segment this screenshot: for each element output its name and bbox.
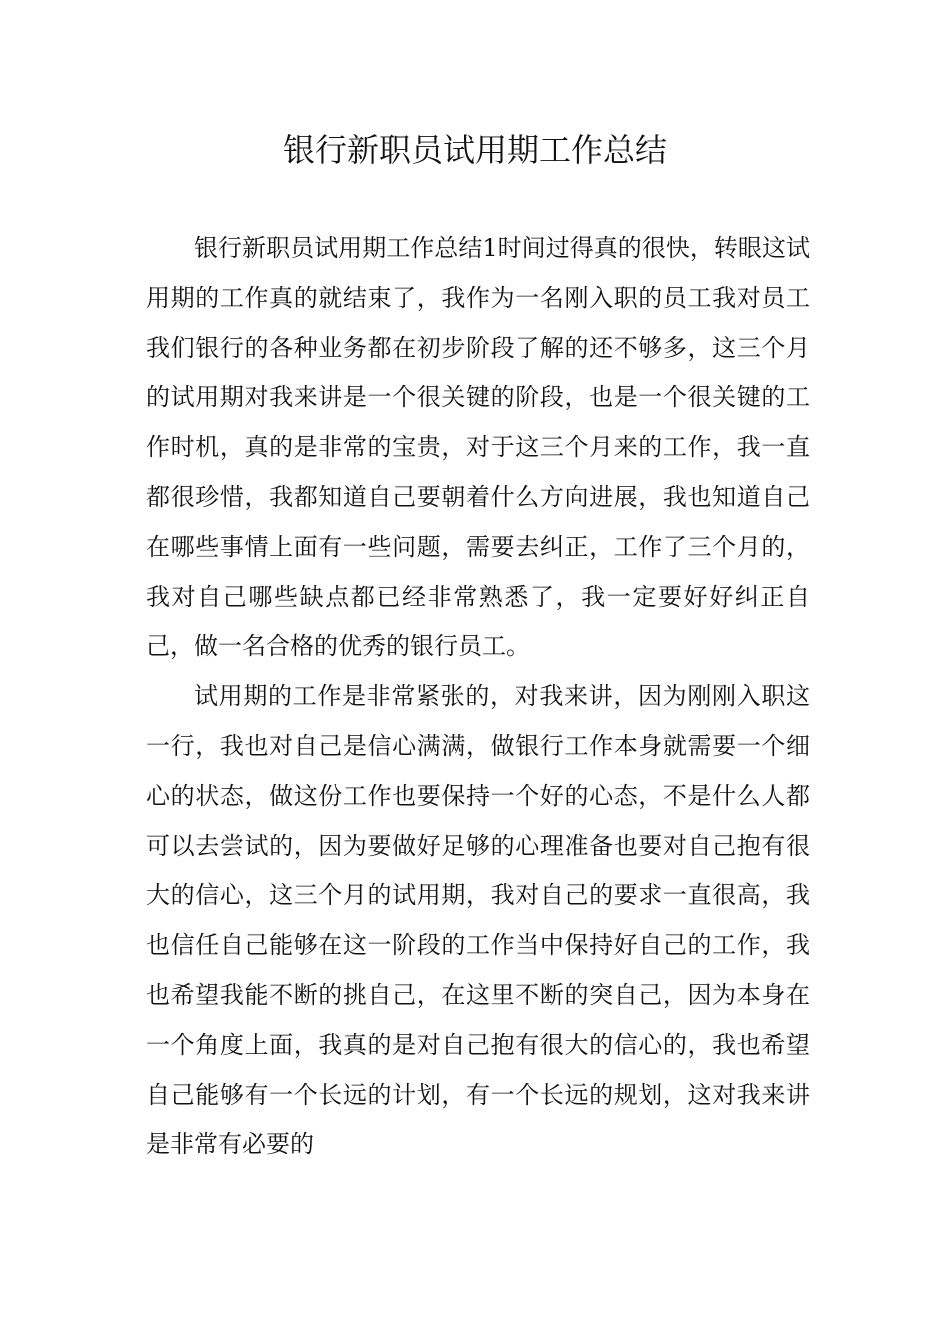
paragraph-1: 银行新职员试用期工作总结1时间过得真的很快，转眼这试用期的工作真的就结束了，我作为一名刚入职的员工我对员工我们银行的各种业务都在初步阶段了解的还不够多，这三个月的试用期对我来讲是一个很关键的阶段，也是一个很关键的工作时机，真的是非常的宝贵，对于这三个月来的工作，我一直都很珍惜，我都知道自己要朝着什么方向进展，我也知道自己在哪些事情上面有一些问题，需要去纠正，工作了三个月的，我对自己哪些缺点都已经非常熟悉了，我一定要好好纠正自己，做一名合格的优秀的银行员工。: [146, 234, 810, 661]
paragraph-2: 试用期的工作是非常紧张的，对我来讲，因为刚刚入职这一行，我也对自己是信心满满，做银行工作本身就需要一个细心的状态，做这份工作也要保持一个好的心态，不是什么人都可以去尝试的，因为要做好足够的心理准备也要对自己抱有很大的信心，这三个月的试用期，我对自己的要求一直很高，我也信任自己能够在这一阶段的工作当中保持好自己的工作，我也希望我能不断的挑自己，在这里不断的突自己，因为本身在一个角度上面，我真的是对自己抱有很大的信心的，我也希望自己能够有一个长远的计划，有一个长远的规划，这对我来讲是非常有必要的: [146, 682, 810, 1159]
document-title: 银行新职员试用期工作总结: [282, 131, 667, 169]
document-body: [146, 224, 810, 1170]
